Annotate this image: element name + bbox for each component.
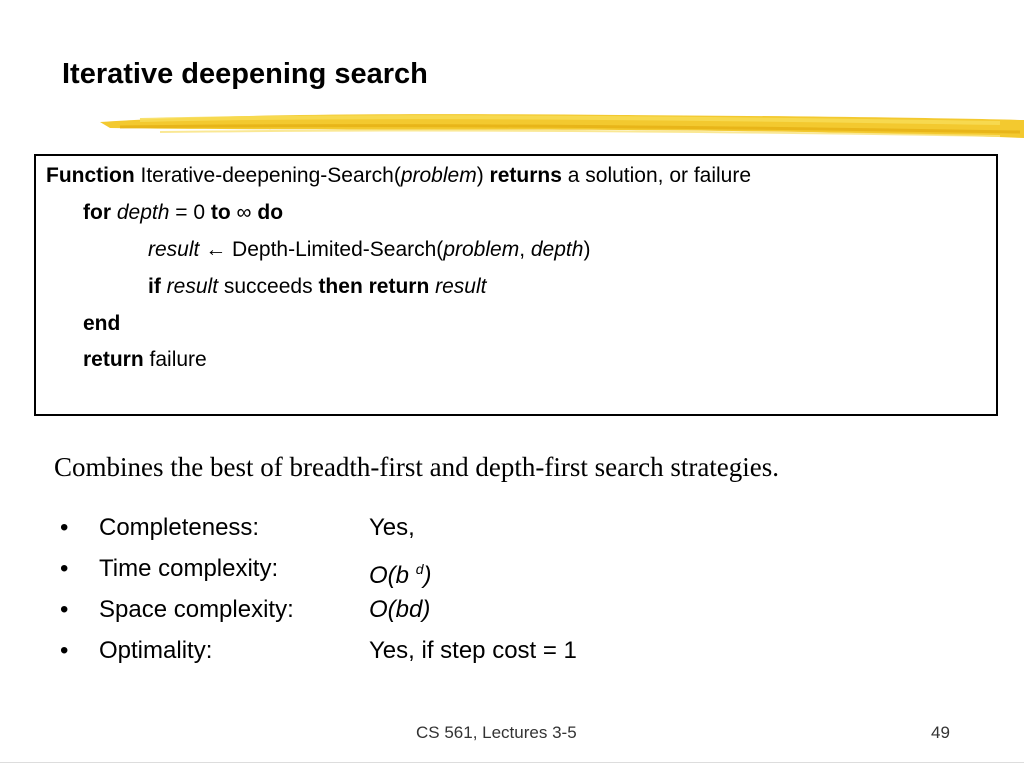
call-close: ) xyxy=(583,238,591,261)
complexity-close: ) xyxy=(423,562,432,589)
arg-comma: , xyxy=(519,238,526,261)
var-result-check: result xyxy=(166,275,219,298)
arg-depth: depth xyxy=(530,238,584,261)
assign-zero: = 0 xyxy=(175,201,206,224)
keyword-end: end xyxy=(83,312,121,335)
text-succeeds: succeeds xyxy=(223,275,313,298)
arg-problem: problem xyxy=(443,238,520,261)
keyword-returns: returns xyxy=(489,164,562,187)
keyword-do: do xyxy=(257,201,284,224)
algorithm-box xyxy=(34,154,998,416)
slide-title: Iterative deepening search xyxy=(62,58,428,90)
keyword-for: for xyxy=(83,201,111,224)
var-depth: depth xyxy=(116,201,170,224)
algo-line-return xyxy=(83,348,207,372)
property-name: Time complexity: xyxy=(99,555,279,582)
footer-course: CS 561, Lectures 3-5 xyxy=(416,723,577,742)
highlighter-stroke xyxy=(100,104,1024,144)
algo-line-for xyxy=(83,201,283,225)
complexity-exponent: d xyxy=(415,561,424,577)
algo-line-signature xyxy=(46,164,751,188)
left-arrow-icon: ← xyxy=(205,238,227,261)
summary-text: Combines the best of breadth-first and depth-first search strategies. xyxy=(54,452,780,482)
function-name: Iterative-deepening-Search( xyxy=(140,164,401,187)
bottom-divider xyxy=(0,762,1024,763)
algo-line-end xyxy=(83,312,120,336)
keyword-function: Function xyxy=(46,164,135,187)
return-failure: failure xyxy=(149,348,207,371)
property-name: Optimality: xyxy=(99,637,213,664)
bullet-icon: • xyxy=(60,555,69,582)
keyword-then-return: then return xyxy=(318,275,430,298)
keyword-return: return xyxy=(83,348,144,371)
bullet-icon: • xyxy=(60,596,69,623)
property-name: Space complexity: xyxy=(99,596,294,623)
complexity-base: O(b xyxy=(369,562,416,589)
keyword-to: to xyxy=(210,201,231,224)
return-description: a solution, or failure xyxy=(567,164,752,187)
bullet-icon: • xyxy=(60,514,69,541)
property-value: O(bd) xyxy=(369,596,431,623)
call-dls: Depth-Limited-Search( xyxy=(232,238,444,261)
var-result: result xyxy=(148,238,200,261)
property-value: Yes, if step cost = 1 xyxy=(369,637,577,664)
property-value: Yes, xyxy=(369,514,415,541)
keyword-if: if xyxy=(148,275,161,298)
page-number: 49 xyxy=(931,723,950,742)
property-value xyxy=(369,551,431,594)
algo-line-if xyxy=(148,275,486,299)
var-result-return: result xyxy=(435,275,487,298)
property-name: Completeness: xyxy=(99,514,260,541)
bullet-icon: • xyxy=(60,637,69,664)
infinity-symbol: ∞ xyxy=(236,201,252,224)
algo-line-assign xyxy=(148,238,590,262)
paren-close: ) xyxy=(476,164,484,187)
param-problem: problem xyxy=(400,164,477,187)
